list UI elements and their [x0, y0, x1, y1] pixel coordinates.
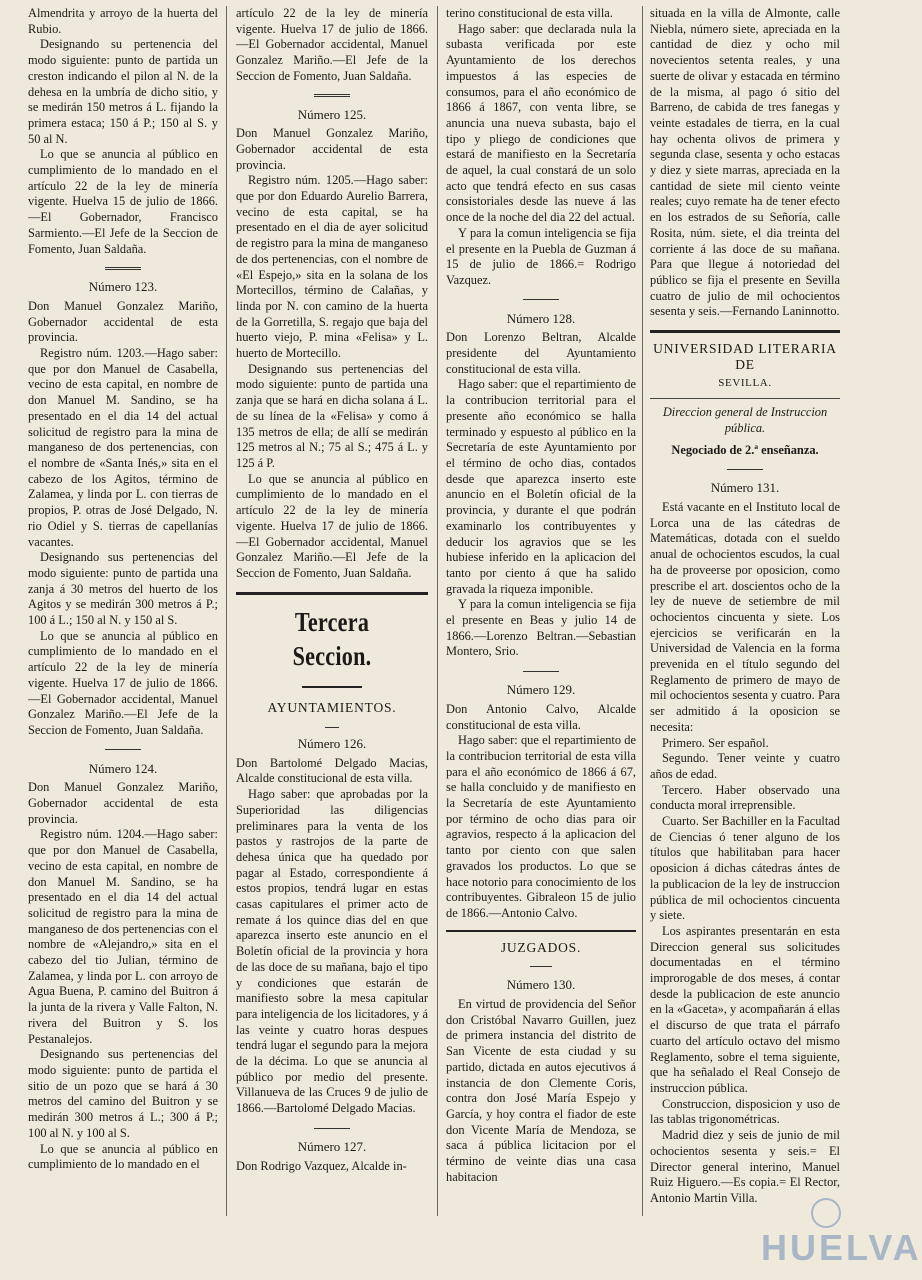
- section-heading: AYUNTAMIENTOS.: [267, 700, 397, 716]
- watermark-text: HUELVA: [761, 1227, 922, 1268]
- notice-number: Número 124.: [88, 760, 158, 776]
- rule: [650, 398, 840, 399]
- separator: [28, 745, 218, 753]
- notice-number: Número 125.: [297, 106, 367, 122]
- ornament-rule: [236, 677, 428, 693]
- separator: [28, 263, 218, 271]
- notice-number: Número 130.: [506, 977, 576, 993]
- notice-number: Número 127.: [297, 1138, 367, 1154]
- paragraph: Los aspirantes presentarán en esta Direccion general sus solicitudes documentadas en el término improrogable de dos meses, á contar desde la publicacion de este anuncio en la «Gaceta», y acompañarán á ellas el discurso de que trata el párrafo cuarto del artículo octavo del mismo Reglamento, sobre el tema siguiente, que ha señalado el Real Consejo de instruccion pública.: [650, 923, 840, 1095]
- section-heading: UNIVERSIDAD LITERARIA DE: [653, 341, 837, 372]
- paragraph: Designando sus pertenencias del modo siguiente: punto de partida una zanja que se hará en dicha solana á L. de su línea de la «Felisa» y como á 135 metros de ella; de allí se medirán 125 metros al N.; 75 al S.; 475 á L. y 125 á P.: [236, 361, 428, 470]
- column-2: [236, 6, 428, 1274]
- separator: [650, 464, 840, 472]
- paragraph: Lo que se anuncia al público en cumplimiento de lo mandado en el artículo 22 de la ley de minería vigente. Huelva 15 de julio de 1866.—El Gobernador, Francisco Sarmiento.—El Jefe de la Seccion de Fomento, Juan Saldaña.: [28, 147, 218, 256]
- separator: [446, 666, 636, 674]
- paragraph: En virtud de providencia del Señor don Cristóbal Navarro Guillen, juez de primera instancia del distrito de San Vicente de esta ciudad y su partido, dictada en autos ejecutivos á instancia de don Clemente Coris, contra don José María Espejo y García, y hoy contra el fiador de este don Vicente María de Mendoza, se saca á pública licitacion por el término de veinte dias una casa habitacion: [446, 997, 636, 1184]
- seal-icon: [811, 1198, 841, 1228]
- paragraph: terino constitucional de esta villa.: [446, 6, 613, 20]
- paragraph: Don Lorenzo Beltran, Alcalde presidente del Ayuntamiento constitucional de esta villa.: [446, 330, 636, 376]
- archive-watermark: [761, 1198, 922, 1268]
- column-rule: [226, 6, 227, 1216]
- paragraph: Don Manuel Gonzalez Mariño, Gobernador accidental de esta provincia.: [236, 126, 428, 172]
- paragraph: Almendrita y arroyo de la huerta del Rubio.: [28, 6, 218, 36]
- requirement: Tercero. Haber observado una conducta moral irreprensible.: [650, 782, 840, 813]
- column-4: [650, 6, 840, 1274]
- separator: [236, 722, 428, 730]
- paragraph: Hago saber: que declarada nula la subasta verificada por este Ayuntamiento de los derechos impuestos á las especies de consumos, para el año económico de 1866 á 1867, con venta libre, se anuncia una nueva subasta, bajo el tipo y pliego de condiciones que estará de manifiesto en la Secretaría de aquel, la cual constará de un solo acto que tendrá efecto en sus casas consistoriales desde las nueve á las once de la noche del dia 22 del actual.: [446, 21, 636, 225]
- column-rule: [642, 6, 643, 1216]
- notice-number: Número 126.: [297, 736, 367, 752]
- notice-number: Número 129.: [506, 682, 576, 698]
- notice-number: Número 131.: [710, 480, 780, 496]
- requirement: Segundo. Tener veinte y cuatro años de edad.: [650, 751, 840, 781]
- section-rule: [650, 330, 840, 333]
- paragraph: Designando sus pertenencias del modo siguiente: punto de partida el sitio de un pozo que se hará á 30 metros del camino del Buitron y se medirán 300 metros á L.; 300 á P.; 100 al N. y 100 al S.: [28, 1047, 218, 1140]
- separator: [236, 91, 428, 99]
- paragraph: Registro núm. 1205.—Hago saber: que por don Eduardo Aurelio Barrera, vecino de esta capital, se ha presentado en el dia de ayer solicitud de registro para la mina de manganeso de dos pertenencias, con el nombre de «El Espejo,» sita en la solana de los Mortecillos, término de Calañas, y linda por N. con camino de la huerta de la Gorretilla, S. regajo que baja del huerto viejo, P. mina «Felisa» y L. huerto de Mortecillo.: [236, 173, 428, 361]
- paragraph: Y para la comun inteligencia se fija el presente en la Puebla de Guzman á 15 de julio de 1866.= Rodrigo Vazquez.: [446, 225, 636, 287]
- section-subheading: SEVILLA.: [718, 377, 772, 390]
- separator: [446, 295, 636, 303]
- paragraph: Registro núm. 1204.—Hago saber: que por don Manuel de Casabella, vecino de esta capital, en nombre de don Manuel M. Sandino, se ha presentado en el dia 14 del actual solicitud de registro para la mina de manganeso de dos pertenencias con el nombre de «Alejandro,» sita en el cabezo del tio Julian, término de Zalamea, y linda por L. con arroyo de Agua Buena, P. camino del Buitron á la junta de la rivera y Valle Falton, N. rivera del Buitron y S. los Pestanalejos.: [28, 827, 218, 1046]
- paragraph: Y para la comun inteligencia se fija el presente en Beas y julio 14 de 1866.—Lorenzo Beltran.—Sebastian Montero, Srio.: [446, 597, 636, 659]
- column-1: [28, 6, 218, 1274]
- separator: [236, 1123, 428, 1131]
- office-title: Negociado de 2.ª enseñanza.: [671, 442, 819, 457]
- requirement: Primero. Ser español.: [662, 735, 769, 750]
- paragraph: Construccion, disposicion y uso de las tablas trigonométricas.: [650, 1096, 840, 1127]
- notice-number: Número 128.: [506, 310, 576, 326]
- paragraph: Designando sus pertenencias del modo siguiente: punto de partida una zanja á 30 metros del huerto de los Agitos y se medirán 300 metros á P.; 100 á L.; 150 al N. y 150 al S.: [28, 550, 218, 628]
- paragraph: Don Bartolomé Delgado Macias, Alcalde constitucional de esta villa.: [236, 755, 428, 786]
- paragraph: situada en la villa de Almonte, calle Niebla, número siete, apreciada en la cantidad de diez y ocho mil novecientos setenta reales, y una suerte de olivar y estacada en término de la misma, al pago ó sitio del Barreno, de cabida de tres fanegas y veinte estadales de tierra, en la cual hay ochenta olivos de primera y segunda clase, sesenta y ocho estacas y diez y siete marras, apreciada en la cantidad de siete mil ciento veinte reales; cuyo remate ha de tener efecto en los estrados de su Señoría, calle Rosita, núm. siete, el dia treinta del corriente á las doce de su mañana. Para que llegue á notoriedad del público se fija el presente en Sevilla cuatro de julio de mil ochocientos sesenta y seis.—Fernando Laninnotto.: [650, 6, 840, 319]
- notice-number: Número 123.: [88, 279, 158, 295]
- column-3: [446, 6, 636, 1274]
- paragraph: Registro núm. 1203.—Hago saber: que por don Manuel de Casabella, vecino de esta capital, en nombre de don Manuel M. Sandino, se ha presentado en el dia 14 del actual solicitud de registro para la mina de manganeso de dos pertenencias, con el nombre de «Santa Inés,» sita en el cabezo de los Agitos, término de Zalamea, y linda por L. con tierras de propios, P. otras de José Delgado, N. rio Odiel y S. tierras de capellanías vacantes.: [28, 346, 218, 549]
- paragraph: Hago saber: que el repartimiento de la contribucion territorial para el presente año económico se halla terminado y espuesto al público en la Secretaría de este Ayuntamiento por el término de ocho dias, contados desde que aparezca inserto este anuncio en el Boletín oficial de la provincia, y durante el que podrán examinarlo los contribuyentes y deducir los agravios que se les hubiese inferido en la aplicacion del tanto por ciento á que ha salido gravada la riqueza imponible.: [446, 377, 636, 596]
- paragraph: Lo que se anuncia al público en cumplimiento de lo mandado en el artículo 22 de la ley de minería vigente. Huelva 17 de julio de 1866.—El Gobernador accidental, Manuel Gonzalez Mariño.—El Jefe de la Seccion de Fomento, Juan Saldaña.: [236, 471, 428, 580]
- paragraph: Don Manuel Gonzalez Mariño, Gobernador accidental de esta provincia.: [28, 780, 218, 826]
- section-rule: [446, 930, 636, 932]
- paragraph: Lo que se anuncia al público en cumplimiento de lo mandado en el: [28, 1141, 218, 1172]
- paragraph: Don Manuel Gonzalez Mariño, Gobernador accidental de esta provincia.: [28, 298, 218, 345]
- separator: [446, 961, 636, 969]
- paragraph: Hago saber: que aprobadas por la Superioridad las diligencias preliminares para la venta de los pastos y rastrojos de la parte de dehesa única que ha quedado por pagar al Estado, correspondiente á estos propios, tendrá lugar en estas casas capitulares el primer acto de remate á los quince dias del en que aparezca inserto este anuncio en el Boletín oficial de la provincia y hora de las doce de su mañana, bajo el tipo y condiciones que estarán de manifiesto sobre la mesa capitular para inteligencia de los licitadores, y á las veinte y cuatro horas despues tendrá lugar el segundo para la mejora de la décima. Lo que se anuncia al público por medio del presente. Villanueva de las Cruces 9 de julio de 1866.—Bartolomé Delgado Macias.: [236, 787, 428, 1116]
- paragraph: Don Antonio Calvo, Alcalde constitucional de esta villa.: [446, 701, 636, 732]
- paragraph: Don Rodrigo Vazquez, Alcalde in-: [236, 1158, 407, 1173]
- paragraph: Designando su pertenencia del modo siguiente: punto de partida un creston indicando el pilon al N. de la dehesa en la umbría de dicho sitio, y se medirán 150 metros á L. fijando la primera estaca; 150 á P.; 150 al S. y 50 al N.: [28, 37, 218, 146]
- paragraph: Lo que se anuncia al público en cumplimiento de lo mandado en el artículo 22 de la ley de minería vigente. Huelva 17 de julio de 1866.—El Gobernador accidental, Manuel Gonzalez Mariño.—El Jefe de la Seccion de Fomento, Juan Saldaña.: [28, 628, 218, 737]
- paragraph: artículo 22 de la ley de minería vigente. Huelva 17 de julio de 1866.—El Gobernador accidental, Manuel Gonzalez Mariño.—El Jefe de la Seccion de Fomento, Juan Saldaña.: [236, 6, 428, 83]
- department-title: Direccion general de Instruccion pública.: [662, 405, 828, 435]
- paragraph: Hago saber: que el repartimiento de la contribucion territorial de esta villa para el año económico de 1866 á 67, se halla concluido y de manifiesto en la Secretaría de este Ayuntamiento por término de ocho dias para oir agravios, respecto á la aplicacion del tanto por ciento con que salen gravados los productos. Lo que se hace notorio para conocimiento de los contribuyentes. Gibraleon 15 de julio de 1866.—Antonio Calvo.: [446, 733, 636, 920]
- requirement: Cuarto. Ser Bachiller en la Facultad de Ciencias ó tener alguno de los títulos que habilitaban para hacer oposicion á dichas cátedras ántes de la publicacion de la ley de instruccion pública de mil ochocientos cincuenta y siete.: [650, 814, 840, 923]
- paragraph: Madrid diez y seis de junio de mil ochocientos sesenta y seis.= El Director general interino, Manuel Ruiz Higuero.—Es copia.= El Rector, Antonio Martin Villa.: [650, 1128, 840, 1205]
- section-rule: [236, 592, 428, 595]
- section-title: Tercera Seccion.: [292, 606, 372, 671]
- paragraph: Está vacante en el Instituto local de Lorca una de las cátedras de Matemáticas, dotada con el sueldo anual de ochocientos escudos, la cual ha de proveerse por oposicion, como prescribe el art. doscientos ocho de la ley de nueve de setiembre de mil ochocientos cincuenta y siete. Los ejercicios se verificarán en la Universidad de Valencia en la forma prevenida en el título segundo del Reglamento de primero de mayo de mil ochocientos sesenta y cuatro. Para ser admitido á la oposicion se necesita:: [650, 499, 840, 734]
- column-rule: [437, 6, 438, 1216]
- section-heading: JUZGADOS.: [500, 939, 582, 955]
